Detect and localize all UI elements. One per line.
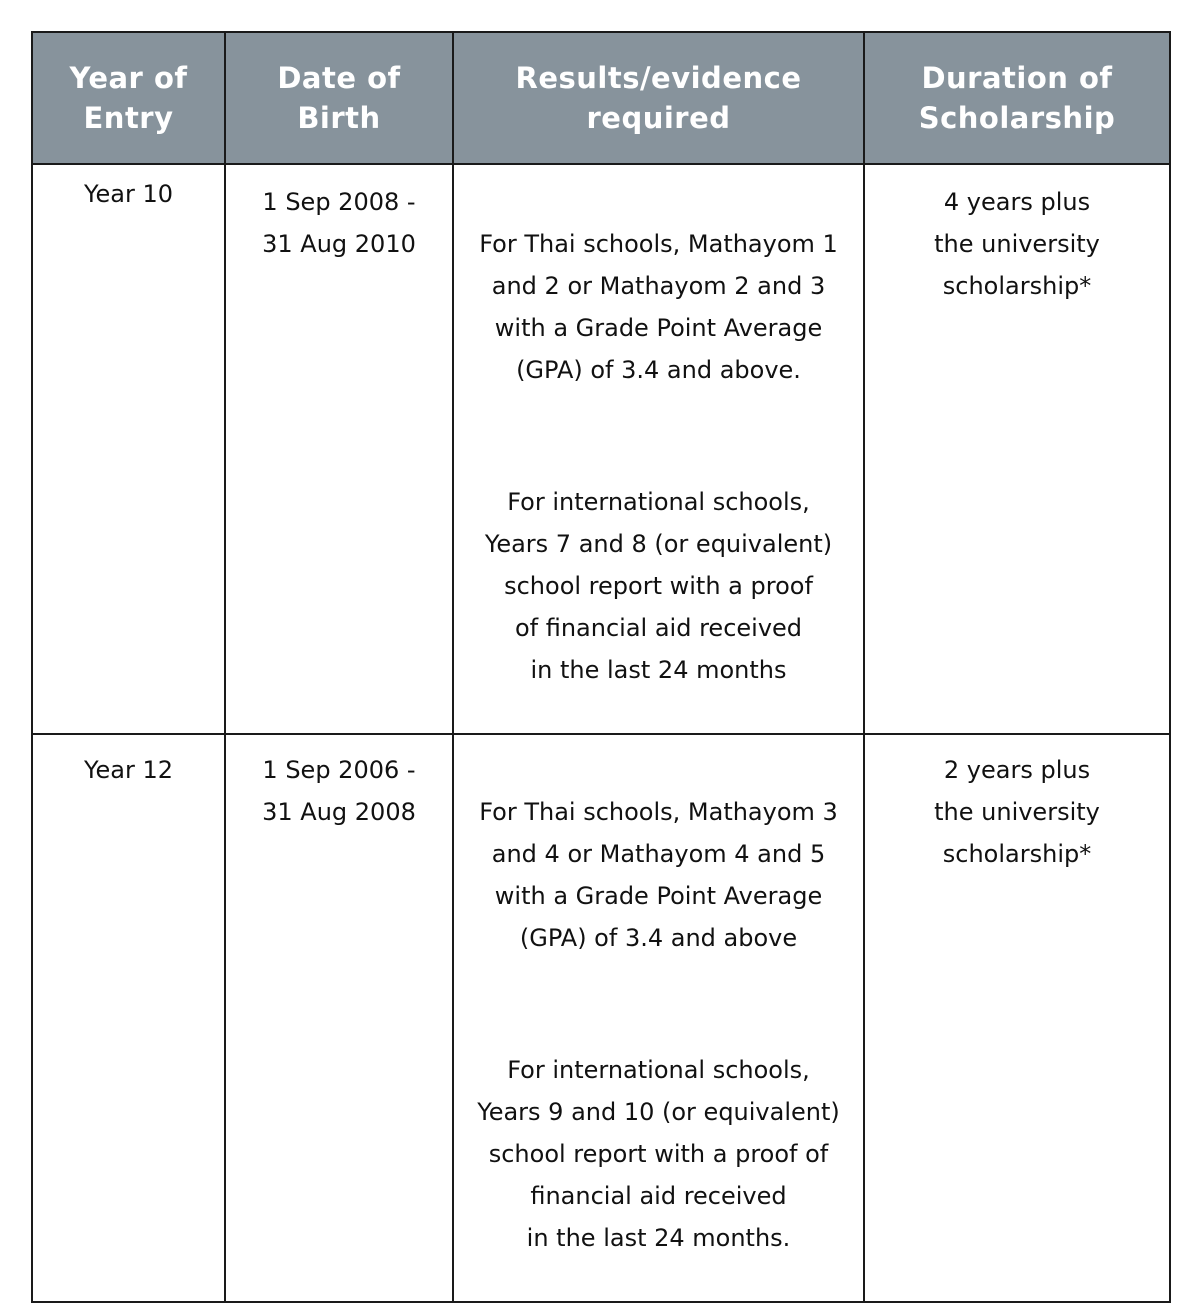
header-results-evidence: Results/evidence required [453,32,864,164]
cell-date-of-birth [225,734,453,1302]
table-row [32,734,1170,1302]
date-of-birth-text: 1 Sep 2008 - 31 Aug 2010 [262,188,416,258]
scholarship-table [31,31,1171,1303]
year-of-entry-text: Year 12 [84,756,173,784]
duration-text: 4 years plus the university scholarship* [934,188,1100,300]
cell-results-evidence [453,734,864,1302]
scholarship-table-container [31,31,1169,1252]
results-thai-text: For Thai schools, Mathayom 1 and 2 or Mathayom 2 and 3 with a Grade Point Average (GPA) of 3.4 and above. [479,230,838,384]
table-row [32,164,1170,734]
cell-duration [864,164,1170,734]
header-date-of-birth: Date of Birth [225,32,453,164]
results-international-text: For international schools, Years 7 and 8 (or equivalent) school report with a proof of financial aid received in the last 24 months [484,488,833,684]
cell-duration [864,734,1170,1302]
results-thai-text: For Thai schools, Mathayom 3 and 4 or Mathayom 4 and 5 with a Grade Point Average (GPA) of 3.4 and above [479,798,838,952]
year-of-entry-text: Year 10 [84,180,173,208]
duration-text: 2 years plus the university scholarship* [934,756,1100,868]
header-year-of-entry: Year of Entry [32,32,225,164]
cell-year-of-entry [32,734,225,1302]
table-header-row [32,32,1170,164]
cell-date-of-birth [225,164,453,734]
cell-results-evidence [453,164,864,734]
date-of-birth-text: 1 Sep 2006 - 31 Aug 2008 [262,756,416,826]
header-duration: Duration of Scholarship [864,32,1170,164]
results-international-text: For international schools, Years 9 and 10 (or equivalent) school report with a proof of financial aid received in the last 24 months. [477,1056,840,1252]
cell-year-of-entry [32,164,225,734]
